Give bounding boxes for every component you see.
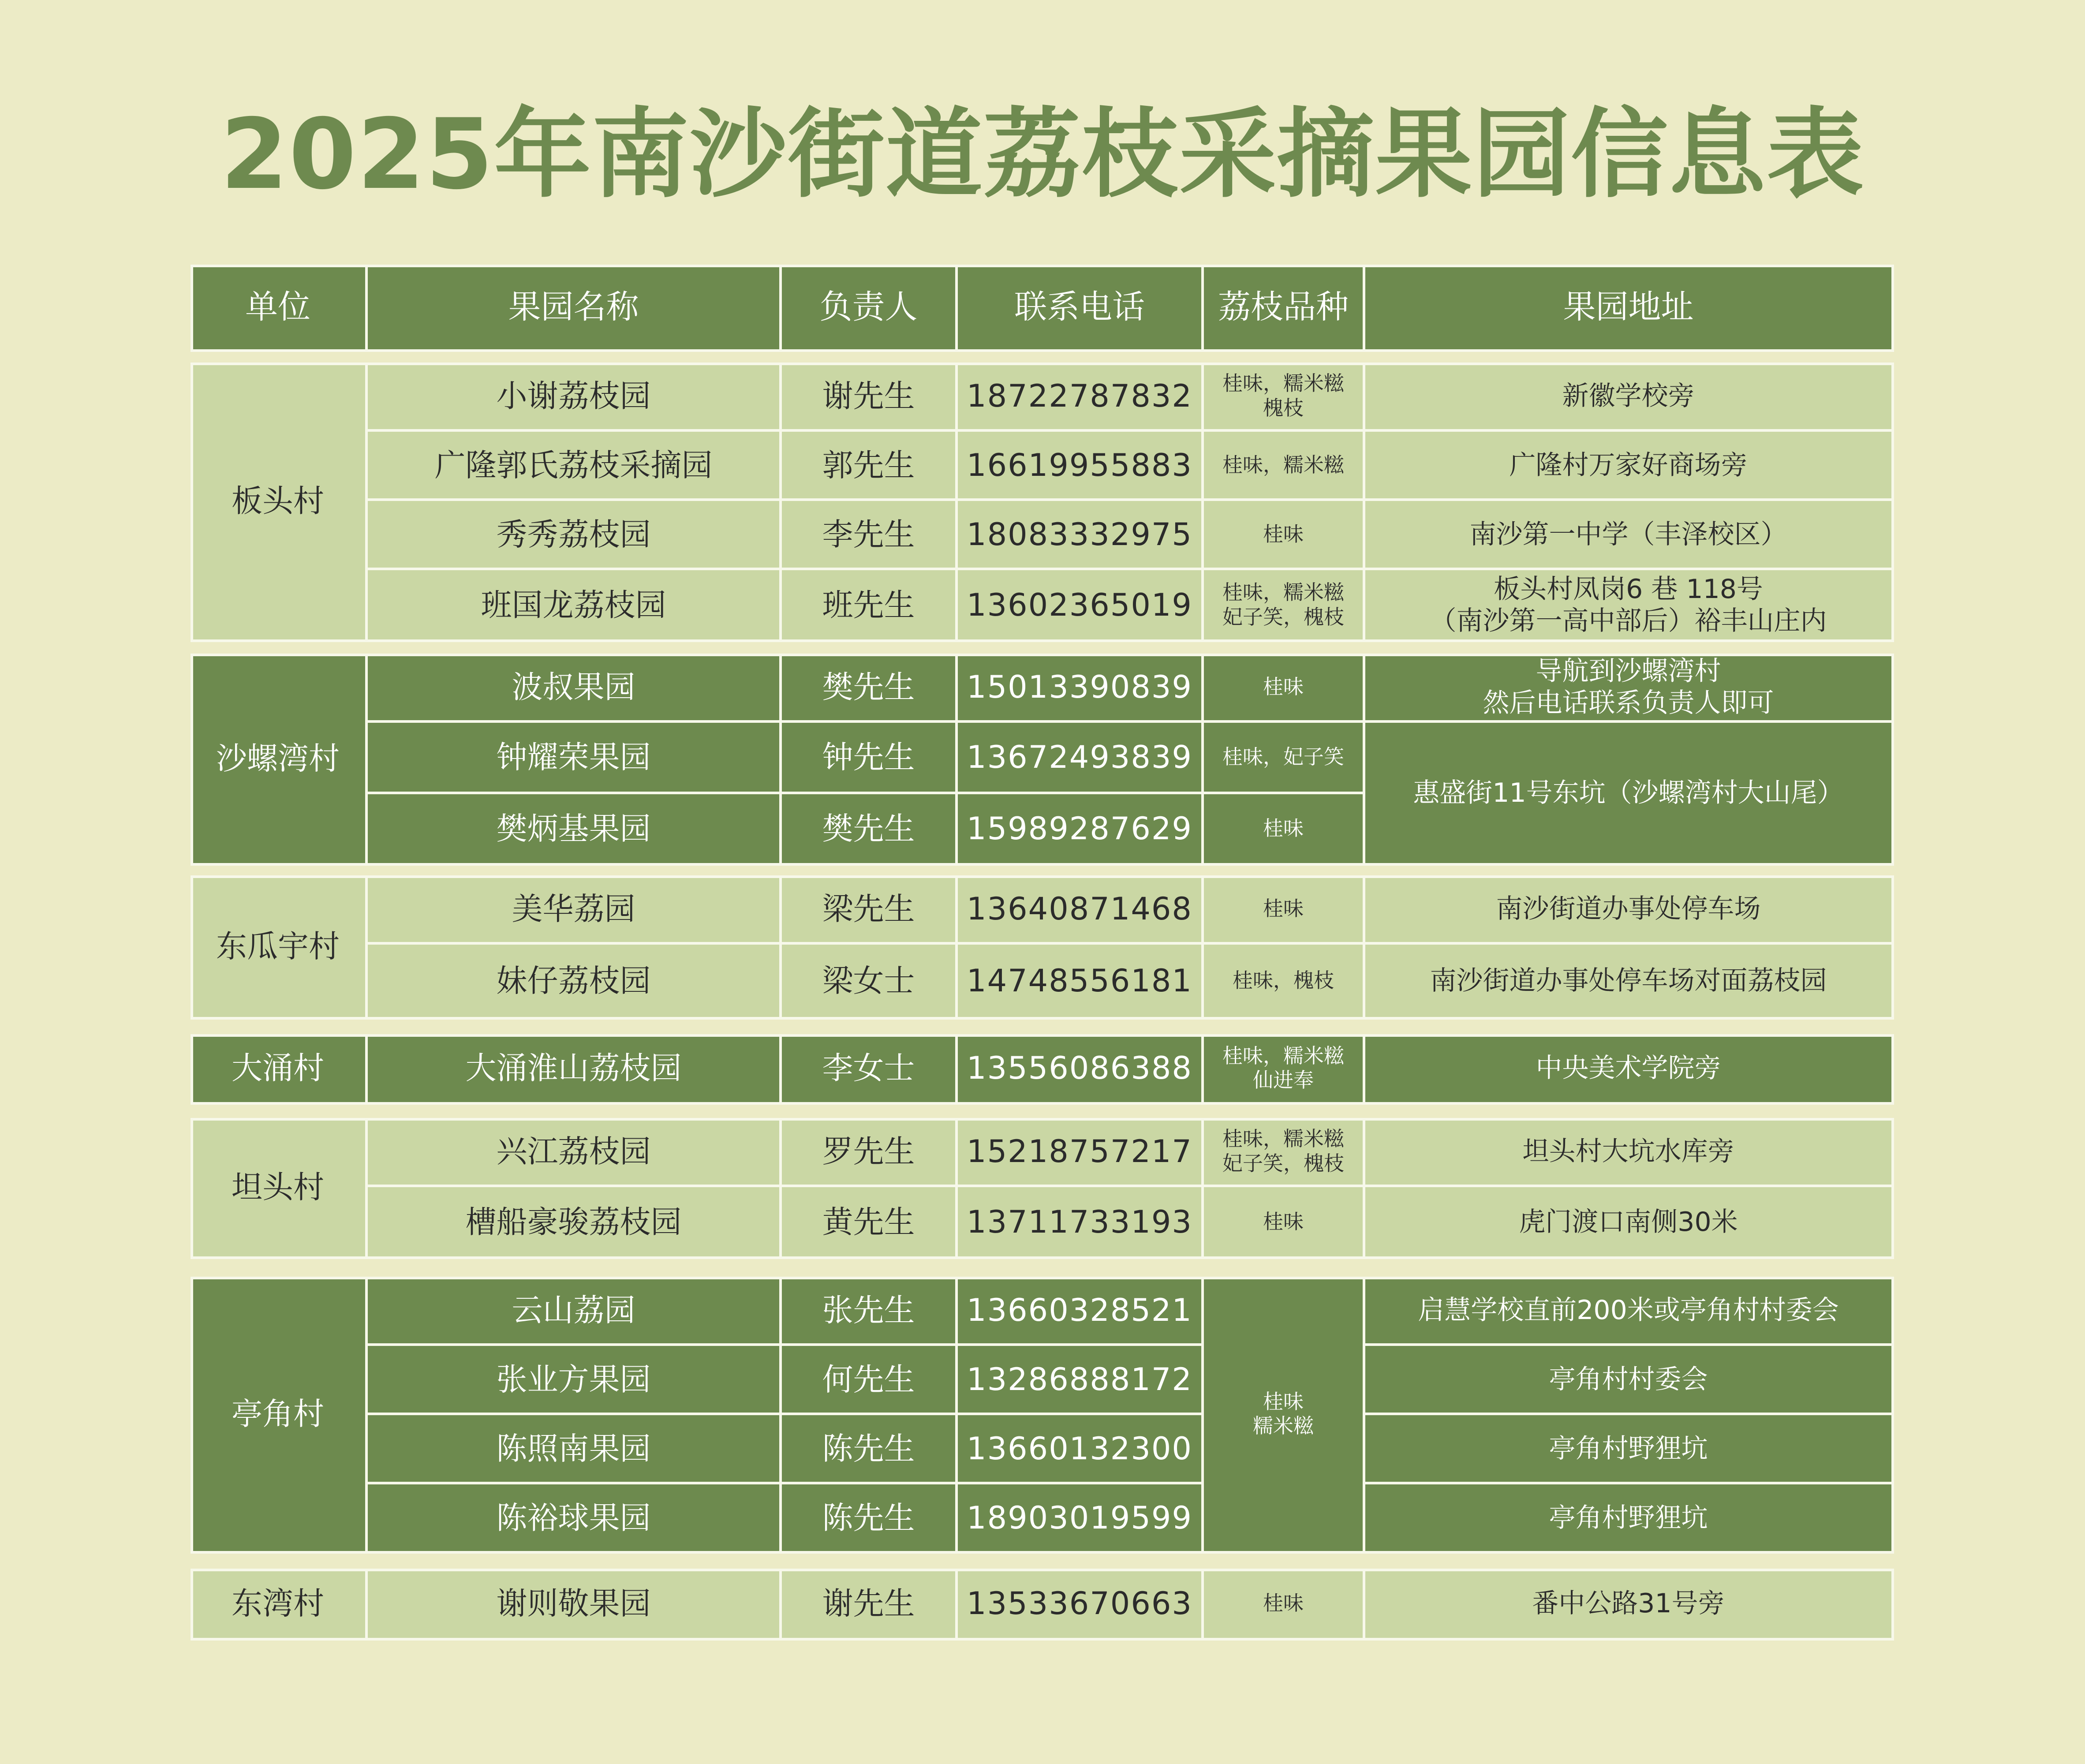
variety-cell-text: 桂味，槐枝 bbox=[1233, 968, 1334, 993]
owner-cell-text: 陈先生 bbox=[822, 1430, 915, 1467]
orchard-name-cell-text: 美华荔园 bbox=[512, 890, 635, 927]
unit-cell-text: 亭角村 bbox=[232, 1396, 324, 1432]
page-title: 2025年南沙街道荔枝采摘果园信息表 bbox=[220, 98, 1865, 211]
owner-cell-text: 张先生 bbox=[822, 1292, 915, 1328]
table-frame bbox=[191, 1569, 1894, 1641]
owner-cell-text: 谢先生 bbox=[822, 1585, 915, 1622]
orchard-name-cell-text: 小谢荔枝园 bbox=[496, 377, 651, 414]
phone-cell-text: 13640871468 bbox=[967, 890, 1192, 927]
header-address-text: 果园地址 bbox=[1563, 288, 1694, 326]
address-cell-text: 南沙街道办事处停车场对面荔枝园 bbox=[1430, 965, 1827, 996]
orchard-name-cell-text: 波叔果园 bbox=[512, 669, 635, 705]
address-cell-text: 启慧学校直前200米或亭角村村委会 bbox=[1418, 1294, 1839, 1326]
header-phone-text: 联系电话 bbox=[1014, 288, 1145, 326]
variety-cell-text: 桂味，糯米糍 仙进奉 bbox=[1222, 1043, 1344, 1092]
table-frame bbox=[191, 1277, 1894, 1554]
phone-cell-text: 14748556181 bbox=[967, 963, 1192, 999]
header-owner-text: 负责人 bbox=[819, 288, 918, 326]
variety-cell-text: 桂味，糯米糍 bbox=[1222, 452, 1344, 477]
orchard-name-cell-text: 班国龙荔枝园 bbox=[481, 587, 666, 623]
table-frame bbox=[191, 654, 1894, 866]
variety-cell-text: 桂味，糯米糍 妃子笑，槐枝 bbox=[1222, 1127, 1344, 1175]
address-cell-text: 惠盛街11号东坑（沙螺湾村大山尾） bbox=[1413, 777, 1844, 808]
phone-cell-text: 18722787832 bbox=[967, 377, 1192, 414]
header-unit-text: 单位 bbox=[245, 288, 310, 326]
address-cell-text: 坦头村大坑水库旁 bbox=[1522, 1136, 1734, 1167]
phone-cell-text: 13660132300 bbox=[967, 1430, 1192, 1467]
owner-cell-text: 谢先生 bbox=[822, 377, 915, 414]
orchard-name-cell-text: 谢则敬果园 bbox=[496, 1585, 651, 1622]
owner-cell-text: 钟先生 bbox=[822, 739, 915, 775]
owner-cell-text: 李女士 bbox=[822, 1050, 915, 1086]
owner-cell-text: 樊先生 bbox=[822, 669, 915, 705]
orchard-name-cell-text: 张业方果园 bbox=[496, 1361, 651, 1398]
phone-cell-text: 13286888172 bbox=[967, 1361, 1192, 1398]
variety-cell-text: 桂味 bbox=[1263, 522, 1304, 546]
phone-cell-text: 16619955883 bbox=[967, 447, 1192, 483]
owner-cell-text: 黄先生 bbox=[822, 1203, 915, 1240]
phone-cell-text: 13672493839 bbox=[967, 739, 1192, 775]
variety-cell-text: 桂味，妃子笑 bbox=[1222, 745, 1344, 769]
table-frame bbox=[191, 875, 1894, 1020]
unit-cell-text: 沙螺湾村 bbox=[216, 740, 340, 777]
table-frame bbox=[191, 1034, 1894, 1105]
orchard-name-cell-text: 樊炳基果园 bbox=[496, 811, 651, 847]
phone-cell-text: 15013390839 bbox=[967, 669, 1192, 705]
orchard-name-cell-text: 广隆郭氏荔枝采摘园 bbox=[434, 447, 713, 483]
owner-cell-text: 郭先生 bbox=[822, 447, 915, 483]
owner-cell-text: 何先生 bbox=[822, 1361, 915, 1398]
address-cell-text: 南沙第一中学（丰泽校区） bbox=[1469, 519, 1787, 550]
address-cell-text: 南沙街道办事处停车场 bbox=[1496, 893, 1761, 924]
unit-cell-text: 大涌村 bbox=[232, 1050, 324, 1086]
orchard-name-cell-text: 兴江荔枝园 bbox=[496, 1133, 651, 1170]
unit-cell-text: 板头村 bbox=[232, 483, 324, 519]
variety-cell-text: 桂味 bbox=[1263, 896, 1304, 920]
address-cell-text: 新徽学校旁 bbox=[1562, 380, 1695, 411]
orchard-name-cell-text: 云山荔园 bbox=[512, 1292, 635, 1328]
variety-cell-text: 桂味 bbox=[1263, 1591, 1304, 1615]
address-cell-text: 亭角村野狸坑 bbox=[1549, 1502, 1708, 1533]
phone-cell-text: 13602365019 bbox=[967, 587, 1192, 623]
variety-cell-text: 桂味 bbox=[1263, 1209, 1304, 1233]
address-cell-text: 广隆村万家好商场旁 bbox=[1509, 449, 1748, 481]
address-cell-text: 亭角村野狸坑 bbox=[1549, 1433, 1708, 1464]
address-cell-text: 板头村凤岗6 巷 118号 （南沙第一高中部后）裕丰山庄内 bbox=[1430, 573, 1827, 636]
table-frame bbox=[191, 1118, 1894, 1259]
orchard-name-cell-text: 陈裕球果园 bbox=[496, 1499, 651, 1536]
variety-cell-text: 桂味，糯米糍 妃子笑，槐枝 bbox=[1222, 580, 1344, 629]
unit-cell-text: 东瓜宇村 bbox=[216, 928, 340, 964]
phone-cell-text: 13533670663 bbox=[967, 1585, 1192, 1622]
variety-cell-text: 桂味 糯米糍 bbox=[1253, 1389, 1314, 1438]
phone-cell-text: 18903019599 bbox=[967, 1499, 1192, 1536]
address-cell-text: 导航到沙螺湾村 然后电话联系负责人即可 bbox=[1483, 655, 1774, 718]
phone-cell-text: 13660328521 bbox=[967, 1292, 1192, 1328]
variety-cell-text: 桂味 bbox=[1263, 816, 1304, 841]
address-cell-text: 中央美术学院旁 bbox=[1536, 1053, 1721, 1084]
phone-cell-text: 13711733193 bbox=[967, 1203, 1192, 1240]
orchard-name-cell-text: 大涌淮山荔枝园 bbox=[465, 1050, 682, 1086]
owner-cell-text: 罗先生 bbox=[822, 1133, 915, 1170]
owner-cell-text: 梁女士 bbox=[822, 963, 915, 999]
orchard-name-cell-text: 秀秀荔枝园 bbox=[496, 516, 651, 553]
orchard-name-cell-text: 钟耀荣果园 bbox=[496, 739, 651, 775]
header-orchard-name-text: 果园名称 bbox=[508, 288, 639, 326]
orchard-name-cell-text: 槽船豪骏荔枝园 bbox=[465, 1203, 682, 1240]
phone-cell-text: 13556086388 bbox=[967, 1050, 1192, 1086]
phone-cell-text: 15218757217 bbox=[967, 1133, 1192, 1170]
variety-cell-text: 桂味 bbox=[1263, 674, 1304, 699]
variety-cell-text: 桂味，糯米糍 槐枝 bbox=[1222, 371, 1344, 420]
unit-cell-text: 东湾村 bbox=[232, 1585, 324, 1622]
phone-cell-text: 18083332975 bbox=[967, 516, 1192, 553]
owner-cell-text: 李先生 bbox=[822, 516, 915, 553]
owner-cell-text: 陈先生 bbox=[822, 1499, 915, 1536]
owner-cell-text: 班先生 bbox=[822, 587, 915, 623]
orchard-name-cell-text: 妹仔荔枝园 bbox=[496, 963, 651, 999]
address-cell-text: 虎门渡口南侧30米 bbox=[1519, 1206, 1738, 1237]
owner-cell-text: 梁先生 bbox=[822, 890, 915, 927]
address-cell-text: 亭角村村委会 bbox=[1549, 1364, 1708, 1395]
table-frame bbox=[191, 363, 1894, 642]
address-cell-text: 番中公路31号旁 bbox=[1532, 1588, 1725, 1619]
orchard-name-cell-text: 陈照南果园 bbox=[496, 1430, 651, 1467]
phone-cell-text: 15989287629 bbox=[967, 811, 1192, 847]
owner-cell-text: 樊先生 bbox=[822, 811, 915, 847]
unit-cell-text: 坦头村 bbox=[232, 1169, 324, 1205]
header-variety-text: 荔枝品种 bbox=[1218, 288, 1349, 326]
table-frame bbox=[191, 265, 1894, 352]
